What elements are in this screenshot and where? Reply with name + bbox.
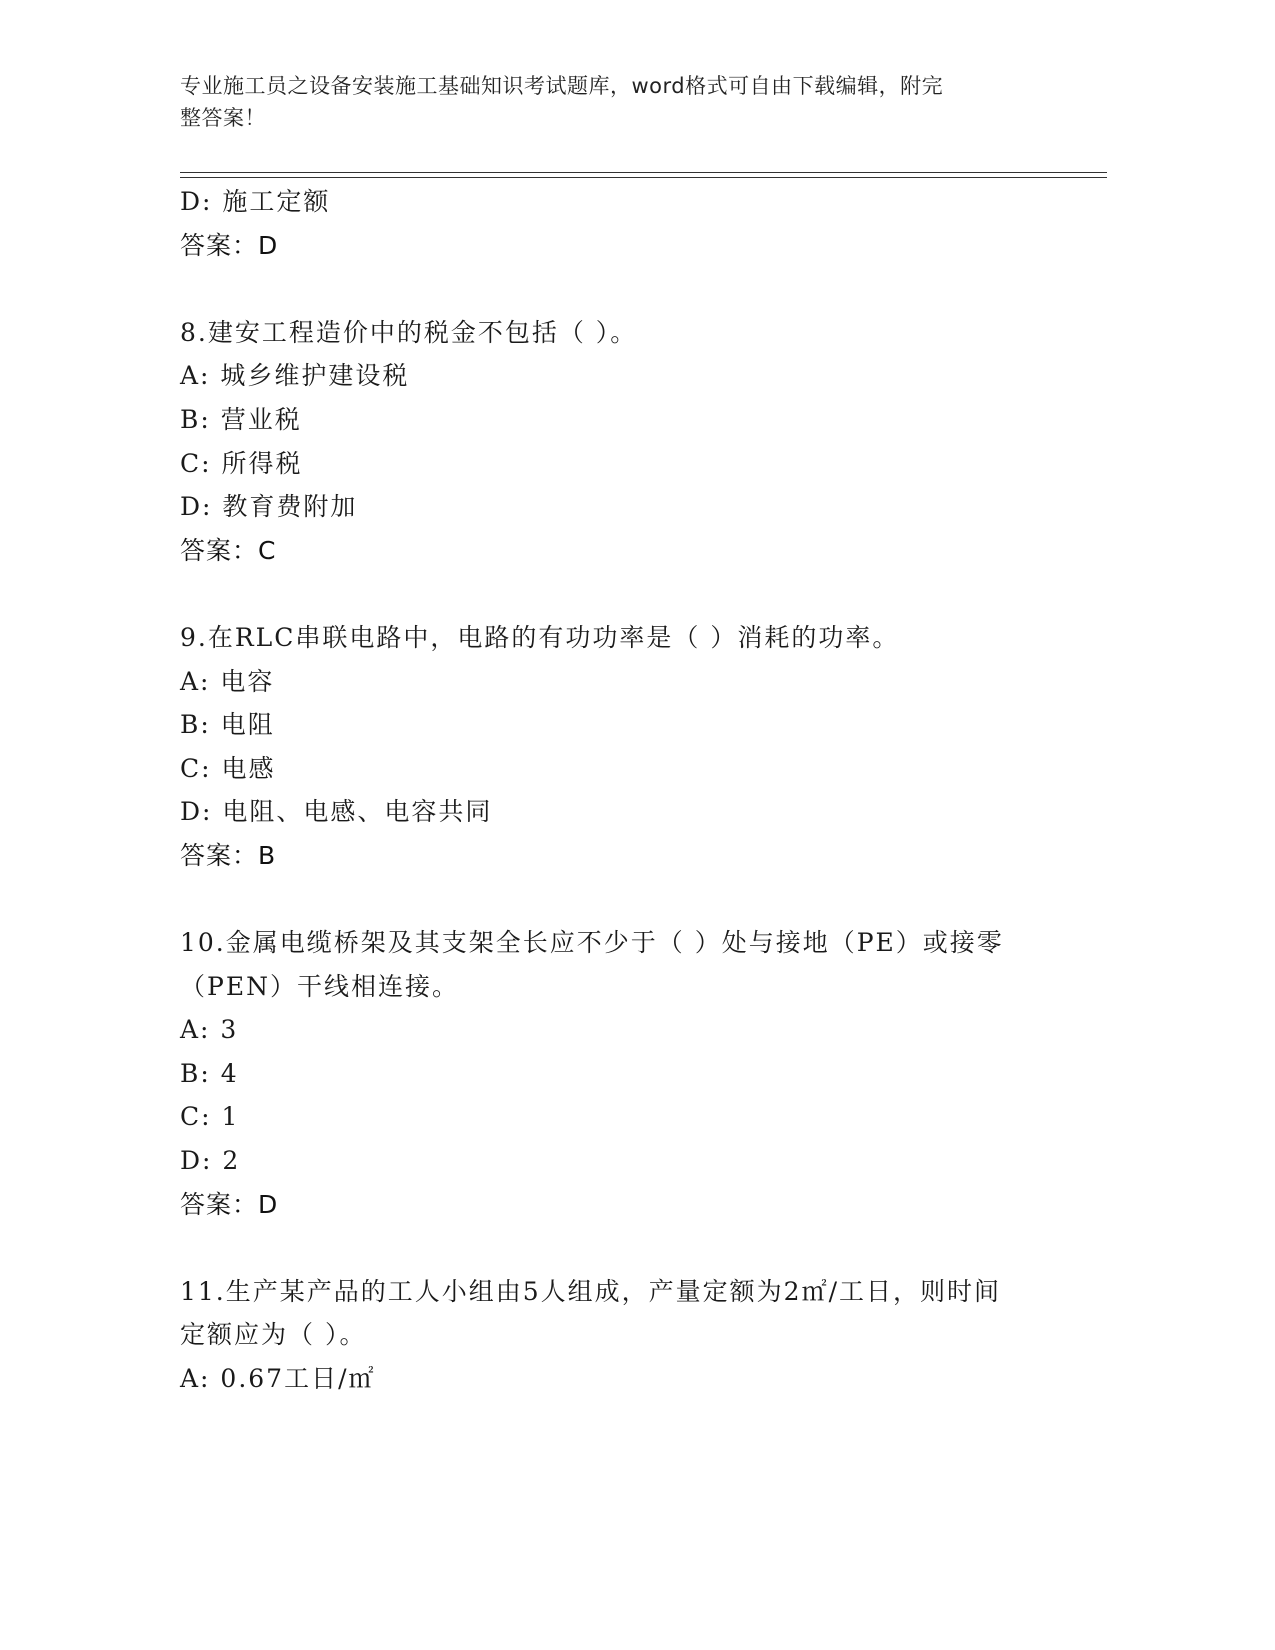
question-list — [180, 180, 1080, 1401]
option-d: D: 2 — [180, 1146, 241, 1176]
option-a: A: 电容 — [180, 666, 275, 696]
header-divider-top — [180, 172, 1107, 173]
spacer — [180, 267, 1080, 311]
option-c: C: 电感 — [180, 753, 276, 783]
header-line-1: 专业施工员之设备安装施工基础知识考试题库，word格式可自由下载编辑，附完 — [180, 74, 944, 98]
option-b: B: 4 — [180, 1058, 239, 1088]
option-d: D: 电阻、电感、电容共同 — [180, 797, 493, 827]
option-b: B: 营业税 — [180, 404, 302, 434]
answer-line: 答案：D — [180, 1189, 279, 1219]
question-stem: 10.金属电缆桥架及其支架全长应不少于（ ）处与接地（PE）或接零 — [180, 928, 1004, 958]
spacer — [180, 572, 1080, 616]
document-header — [180, 70, 1030, 134]
question-10 — [180, 921, 1080, 1226]
option-b: B: 电阻 — [180, 710, 275, 740]
answer-line: 答案：B — [180, 840, 277, 870]
answer-line: 答案：D — [180, 230, 279, 260]
option-c: C: 1 — [180, 1102, 240, 1132]
spacer — [180, 1226, 1080, 1270]
header-line-2: 整答案！ — [180, 106, 266, 130]
question-stem: 8.建安工程造价中的税金不包括（ ）。 — [180, 317, 638, 347]
option-a: A: 3 — [180, 1015, 239, 1045]
option-c: C: 所得税 — [180, 448, 303, 478]
header-divider-bottom — [180, 177, 1107, 178]
question-stem: 11.生产某产品的工人小组由5人组成，产量定额为2㎡/工日，则时间 — [180, 1276, 1001, 1306]
option-d: D: 施工定额 — [180, 187, 331, 216]
question-9 — [180, 616, 1080, 878]
option-d: D: 教育费附加 — [180, 492, 358, 522]
spacer — [180, 878, 1080, 922]
question-stem-continued: 定额应为（ ）。 — [180, 1320, 367, 1350]
question-8 — [180, 311, 1080, 573]
question-stem-continued: （PEN）干线相连接。 — [180, 971, 459, 1001]
option-a: A: 0.67工日/㎡ — [180, 1364, 376, 1394]
question-stem: 9.在RLC串联电路中，电路的有功功率是（ ）消耗的功率。 — [180, 622, 900, 652]
question-11 — [180, 1270, 1080, 1401]
previous-question-tail — [180, 180, 1080, 267]
answer-line: 答案：C — [180, 535, 277, 565]
option-a: A: 城乡维护建设税 — [180, 361, 410, 391]
